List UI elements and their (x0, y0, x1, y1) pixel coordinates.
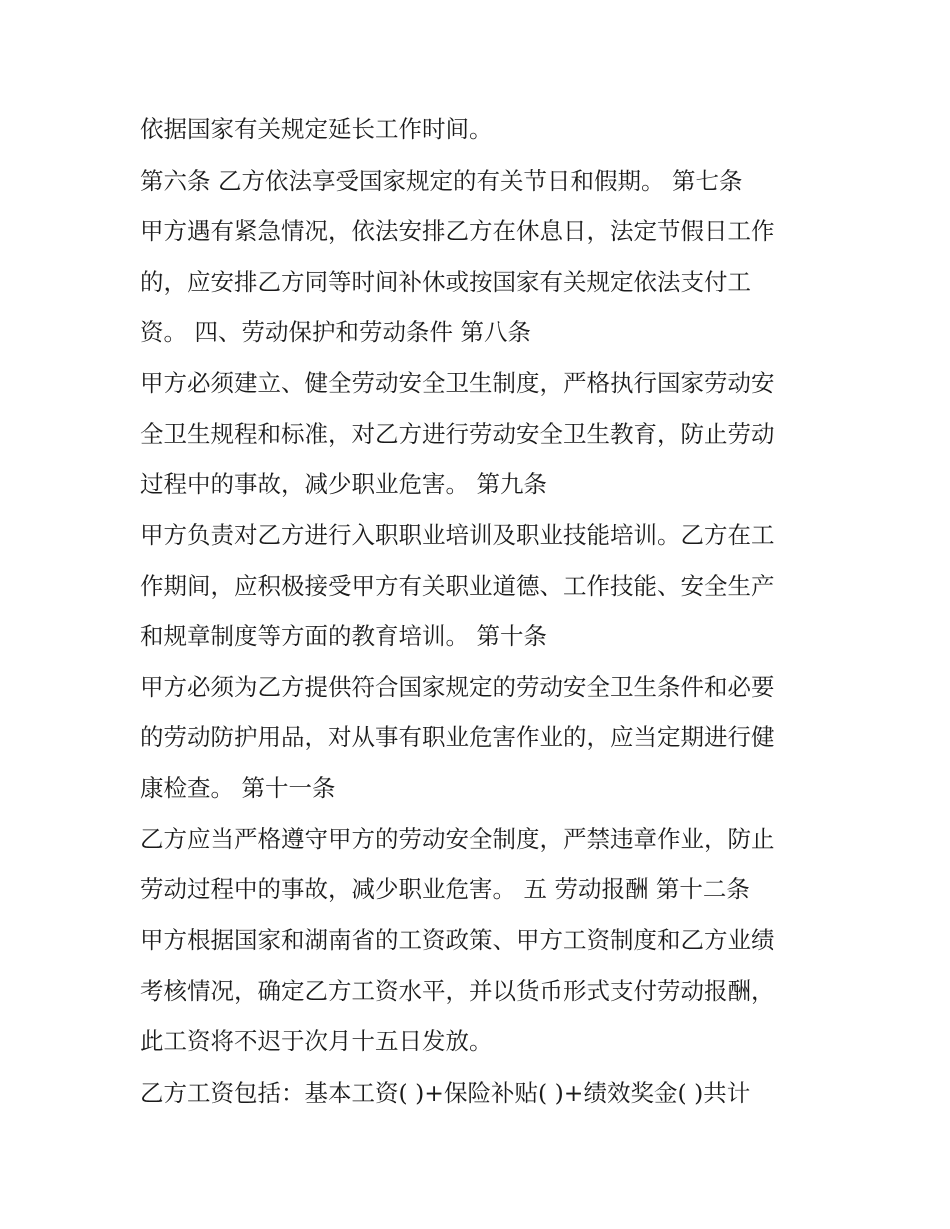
text-line: 乙方工资包括：基本工资( )+保险补贴( )+绩效奖金( )共计 (140, 1079, 751, 1107)
text-line: 此工资将不迟于次月十五日发放。 (140, 1027, 493, 1055)
text-line: 甲方根据国家和湖南省的工资政策、甲方工资制度和乙方业绩 (140, 926, 775, 954)
text-line: 康检查。 第十一条 (140, 774, 336, 802)
text-line: 甲方必须建立、健全劳动安全卫生制度，严格执行国家劳动安 (140, 369, 775, 397)
text-line: 的劳动防护用品，对从事有职业危害作业的，应当定期进行健 (140, 723, 775, 751)
text-line: 甲方遇有紧急情况，依法安排乙方在休息日，法定节假日工作 (140, 217, 775, 245)
text-line: 甲方必须为乙方提供符合国家规定的劳动安全卫生条件和必要 (140, 673, 775, 701)
text-line: 全卫生规程和标准，对乙方进行劳动安全卫生教育，防止劳动 (140, 420, 775, 448)
text-line: 的，应安排乙方同等时间补休或按国家有关规定依法支付工 (140, 268, 751, 296)
text-line: 劳动过程中的事故，减少职业危害。 五 劳动报酬 第十二条 (140, 875, 750, 903)
text-line: 乙方应当严格遵守甲方的劳动安全制度，严禁违章作业，防止 (140, 825, 775, 853)
text-line: 第六条 乙方依法享受国家规定的有关节日和假期。 第七条 (140, 167, 743, 195)
text-line: 考核情况，确定乙方工资水平，并以货币形式支付劳动报酬， (140, 977, 775, 1005)
text-line: 作期间，应积极接受甲方有关职业道德、工作技能、安全生产 (140, 572, 775, 600)
text-line: 甲方负责对乙方进行入职职业培训及职业技能培训。乙方在工 (140, 521, 775, 549)
text-line: 资。 四、劳动保护和劳动条件 第八条 (140, 318, 531, 346)
text-line: 依据国家有关规定延长工作时间。 (140, 115, 493, 143)
text-line: 过程中的事故，减少职业危害。 第九条 (140, 470, 547, 498)
text-line: 和规章制度等方面的教育培训。 第十条 (140, 622, 547, 650)
